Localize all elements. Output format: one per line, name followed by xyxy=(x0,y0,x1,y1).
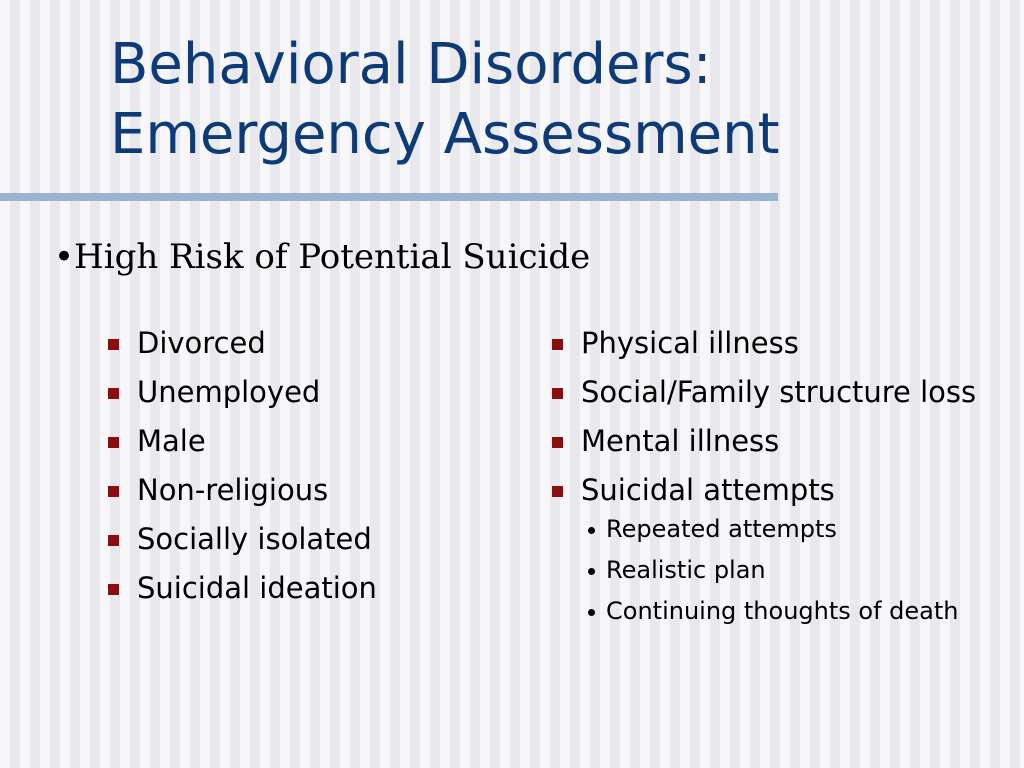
list-item xyxy=(548,469,988,628)
list-item-text: Suicidal ideation xyxy=(137,571,377,605)
list-item xyxy=(548,322,988,364)
left-bullet-list xyxy=(104,322,504,616)
list-item xyxy=(548,371,988,413)
list-item-text: Socially isolated xyxy=(137,522,372,556)
round-bullet-icon xyxy=(588,527,595,534)
round-bullet-icon xyxy=(588,609,595,616)
slide-title-line-1: Behavioral Disorders: xyxy=(110,32,712,97)
list-item xyxy=(104,469,504,511)
list-item xyxy=(104,322,504,364)
list-item xyxy=(104,518,504,560)
slide-title xyxy=(110,30,780,170)
list-item xyxy=(548,420,988,462)
sub-list-item-text: Realistic plan xyxy=(606,556,766,584)
sub-list-item-text: Continuing thoughts of death xyxy=(606,597,959,625)
square-bullet-icon xyxy=(108,339,119,350)
subheading: •High Risk of Potential Suicide xyxy=(54,237,591,277)
square-bullet-icon xyxy=(108,535,119,546)
list-item-text: Non-religious xyxy=(137,473,329,507)
square-bullet-icon xyxy=(552,437,563,448)
square-bullet-icon xyxy=(108,584,119,595)
list-item xyxy=(104,371,504,413)
list-item-text: Physical illness xyxy=(581,326,799,360)
list-item-text: Mental illness xyxy=(581,424,780,458)
square-bullet-icon xyxy=(552,339,563,350)
square-bullet-icon xyxy=(108,437,119,448)
sub-bullet-list xyxy=(581,513,988,628)
right-bullet-list xyxy=(548,322,988,636)
sub-list-item-text: Repeated attempts xyxy=(606,515,837,543)
list-item xyxy=(104,567,504,609)
title-divider xyxy=(0,193,778,201)
list-item-text: Divorced xyxy=(137,326,266,360)
square-bullet-icon xyxy=(552,486,563,497)
list-item-text: Male xyxy=(137,424,206,458)
round-bullet-icon xyxy=(588,568,595,575)
list-item-text: Social/Family structure loss xyxy=(581,375,977,409)
sub-list-item xyxy=(581,595,988,628)
square-bullet-icon xyxy=(108,388,119,399)
square-bullet-icon xyxy=(552,388,563,399)
slide-title-line-2: Emergency Assessment xyxy=(110,102,780,167)
sub-list-item xyxy=(581,554,988,587)
list-item xyxy=(104,420,504,462)
square-bullet-icon xyxy=(108,486,119,497)
list-item-text: Suicidal attempts xyxy=(581,473,835,507)
sub-list-item xyxy=(581,513,988,546)
list-item-text: Unemployed xyxy=(137,375,321,409)
